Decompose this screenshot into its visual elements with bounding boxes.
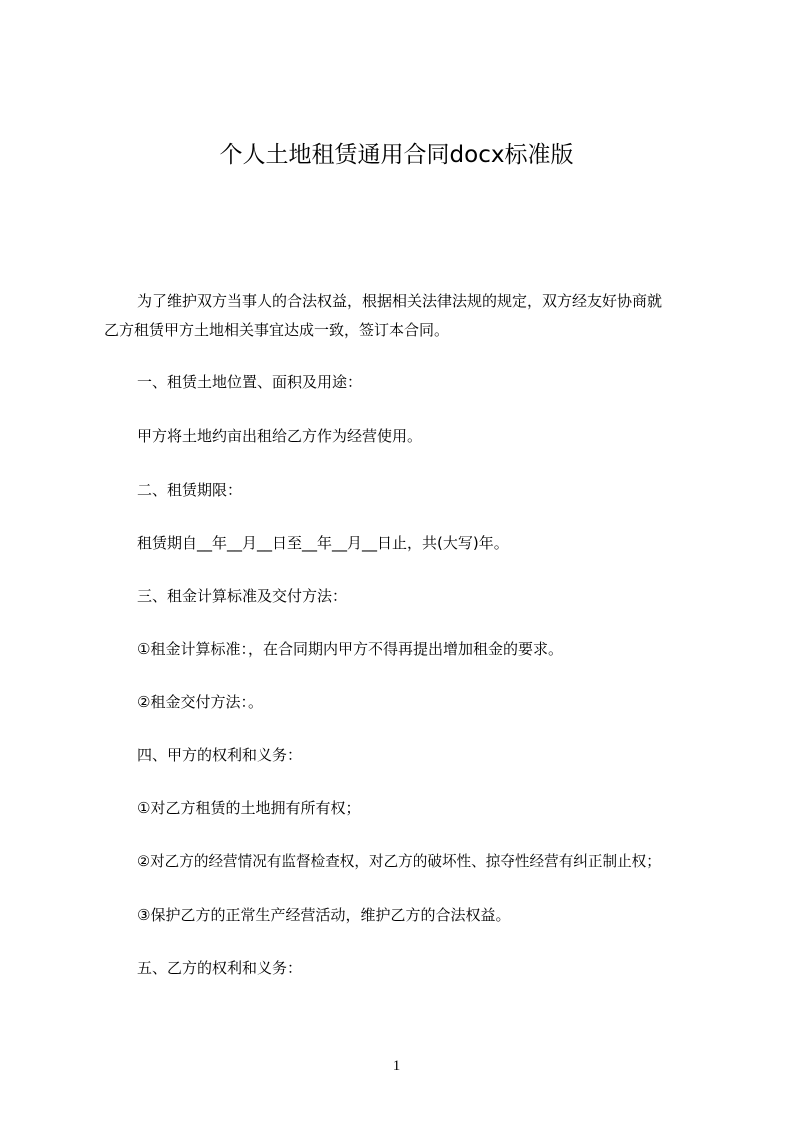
paragraph-lease-term: 租赁期自__年__月__日至__年__月__日止，共(大写)年。 bbox=[137, 534, 509, 552]
intro-line-2: 乙方租赁甲方土地相关事宜达成一致，签订本合同。 bbox=[104, 321, 450, 339]
section-heading-rent: 三、租金计算标准及交付方法： bbox=[137, 587, 348, 605]
paragraph-party-a-right-3: ③保护乙方的正常生产经营活动，维护乙方的合法权益。 bbox=[137, 906, 511, 924]
document-title: 个人土地租赁通用合同docx标准版 bbox=[219, 142, 574, 168]
section-heading-term: 二、租赁期限： bbox=[137, 481, 243, 499]
intro-line-1: 为了维护双方当事人的合法权益，根据相关法律法规的规定，双方经友好协商就 bbox=[137, 292, 663, 310]
page-number: 1 bbox=[392, 1058, 401, 1074]
paragraph-party-a-right-1: ①对乙方租赁的土地拥有所有权； bbox=[137, 799, 361, 817]
paragraph-land-use: 甲方将土地约亩出租给乙方作为经营使用。 bbox=[137, 427, 423, 445]
paragraph-party-a-right-2: ②对乙方的经营情况有监督检查权，对乙方的破坏性、掠夺性经营有纠正制止权； bbox=[137, 853, 661, 870]
section-heading-party-b: 五、乙方的权利和义务： bbox=[137, 959, 303, 977]
paragraph-rent-standard: ①租金计算标准：，在合同期内甲方不得再提出增加租金的要求。 bbox=[137, 640, 563, 658]
section-heading-location: 一、租赁土地位置、面积及用途： bbox=[137, 373, 363, 391]
paragraph-rent-payment: ②租金交付方法：。 bbox=[137, 693, 263, 711]
section-heading-party-a: 四、甲方的权利和义务： bbox=[137, 746, 303, 764]
